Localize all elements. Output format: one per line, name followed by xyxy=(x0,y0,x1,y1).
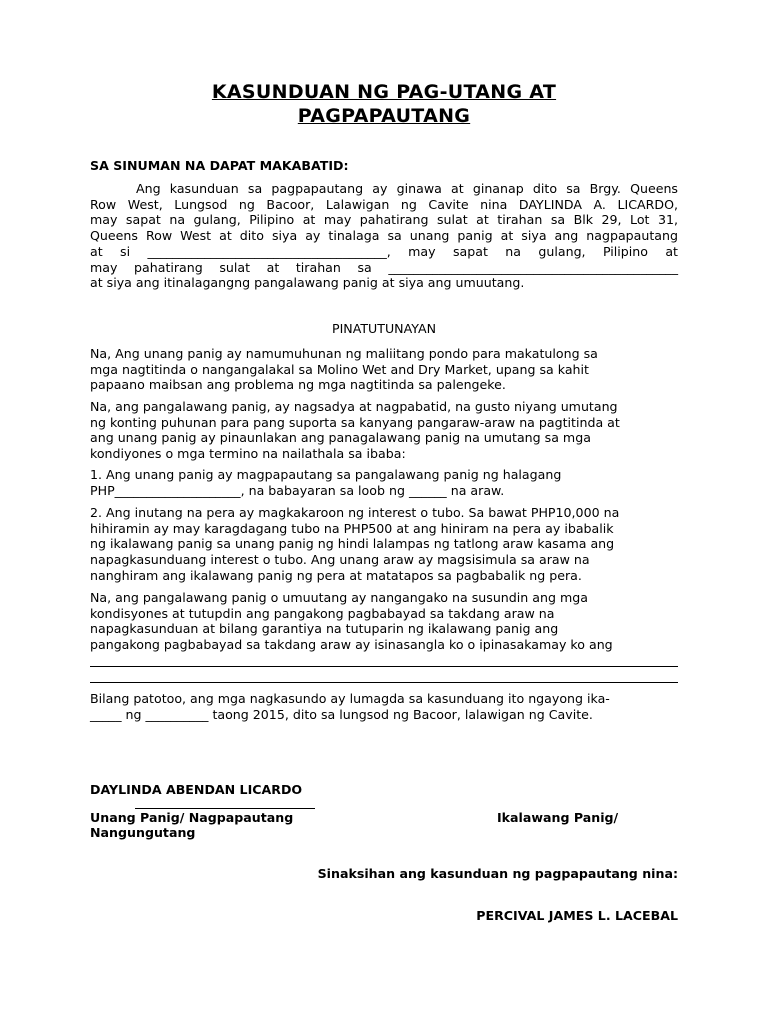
title-line-1: KASUNDUAN NG PAG-UTANG AT xyxy=(211,81,557,103)
paragraph-line: ng konting puhunan para pang suporta sa kanyang pangaraw-araw na pagtitinda at xyxy=(90,414,620,430)
title-line-2: PAGPAPAUTANG xyxy=(297,105,471,127)
closing-line: _____ ng __________ taong 2015, dito sa lungsod ng Bacoor, lalawigan ng Cavite. xyxy=(90,706,593,722)
paragraph-line: kondiyones o mga termino na nailathala sa ibaba: xyxy=(90,446,406,462)
paragraph-line: mga nagtitinda o nangangalakal sa Molino Wet and Dry Market, upang sa kahit xyxy=(90,361,589,377)
item-line: hihiramin ay may karagdagang tubo na PHP500 at ang hiniram na pera ay ibabalik xyxy=(90,520,614,536)
paragraph-line: kondisyones at tutupdin ang pangakong pagbabayad sa takdang araw na xyxy=(90,605,555,621)
intro-line: Row West, Lungsod ng Bacoor, Lalawigan ng Cavite nina DAYLINDA A. LICARDO, xyxy=(90,196,678,212)
item-line: nanghiram ang ikalawang panig ng pera at matatapos sa pagbabalik ng pera. xyxy=(90,567,582,583)
paragraph-3 xyxy=(90,590,678,653)
blank-fill-line xyxy=(90,682,678,683)
closing-line: Bilang patotoo, ang mga nagkasundo ay lumagda sa kasunduang ito ngayong ika- xyxy=(90,691,610,706)
intro-line: at siya ang itinalagangng pangalawang panig at siya ang umuutang. xyxy=(90,275,525,291)
item-line: 1. Ang unang panig ay magpapautang sa pangalawang panig ng halagang xyxy=(90,467,562,482)
intro-line: Queens Row West at dito siya ay tinalaga sa unang panig at siya ang nagpapautang xyxy=(90,228,678,244)
intro-line: may pahatirang sulat at tirahan sa ______________________________________________ xyxy=(90,259,678,275)
intro-line: at si ______________________________________, may sapat na gulang, Pilipino at xyxy=(90,243,678,259)
signatory-name: DAYLINDA ABENDAN LICARDO xyxy=(90,782,303,797)
signature-line xyxy=(135,808,315,809)
second-party-label: Ikalawang Panig/ xyxy=(497,810,619,825)
paragraph-line: Na, ang pangalawang panig o umuutang ay nangangako na susundin ang mga xyxy=(90,590,588,605)
item-line: 2. Ang inutang na pera ay magkakaroon ng interest o tubo. Sa bawat PHP10,000 na xyxy=(90,505,620,520)
item-line: napagkasunduang interest o tubo. Ang unang araw ay magsisimula sa araw na xyxy=(90,552,590,568)
section-heading: PINATUTUNAYAN xyxy=(332,321,436,336)
paragraph-line: Na, ang pangalawang panig, ay nagsadya at nagpabatid, na gusto niyang umutang xyxy=(90,399,618,414)
item-2 xyxy=(90,505,678,584)
witness-name: PERCIVAL JAMES L. LACEBAL xyxy=(476,908,678,923)
salutation: SA SINUMAN NA DAPAT MAKABATID: xyxy=(90,158,349,173)
paragraph-2 xyxy=(90,399,678,462)
witness-heading: Sinaksihan ang kasunduan ng pagpapautang nina: xyxy=(317,866,678,881)
paragraph-1 xyxy=(90,346,678,393)
document-title xyxy=(90,80,678,128)
intro-line: Ang kasunduan sa pagpapautang ay ginawa at ginanap dito sa Brgy. Queens xyxy=(136,181,678,196)
first-party-label: Unang Panig/ Nagpapautang xyxy=(90,810,294,825)
item-1 xyxy=(90,467,678,498)
paragraph-line: ang unang panig ay pinaunlakan ang panagalawang panig na umutang sa mga xyxy=(90,430,591,446)
intro-line: may sapat na gulang, Pilipino at may pahatirang sulat at tirahan sa Blk 29, Lot 31, xyxy=(90,212,678,228)
second-party-label-continued: Nangungutang xyxy=(90,825,196,840)
closing-paragraph xyxy=(90,691,678,722)
intro-paragraph xyxy=(90,181,678,291)
blank-fill-line xyxy=(90,666,678,667)
paragraph-line: Na, Ang unang panig ay namumuhunan ng maliitang pondo para makatulong sa xyxy=(90,346,598,361)
item-line: PHP____________________, na babayaran sa loob ng ______ na araw. xyxy=(90,482,505,498)
paragraph-line: pangakong pagbabayad sa takdang araw ay isinasangla ko o ipinasakamay ko ang xyxy=(90,637,613,653)
paragraph-line: papaano maibsan ang problema ng mga nagtitinda sa palengeke. xyxy=(90,377,506,393)
paragraph-line: napagkasunduan at bilang garantiya na tutuparin ng ikalawang panig ang xyxy=(90,621,559,637)
item-line: ng ikalawang panig sa unang panig ng hindi lalampas ng tatlong araw kasama ang xyxy=(90,536,615,552)
